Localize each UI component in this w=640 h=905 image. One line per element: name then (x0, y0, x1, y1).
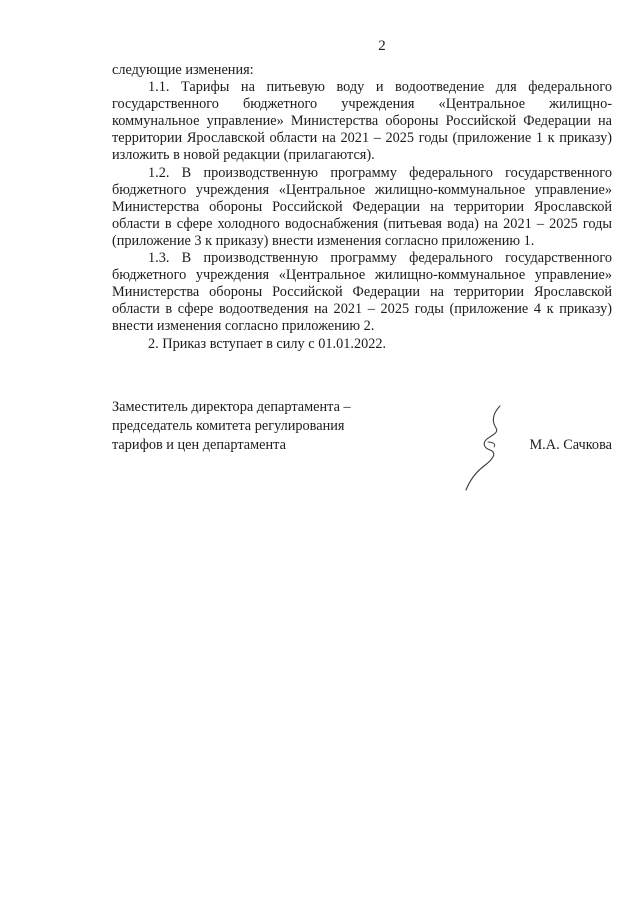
paragraph-intro: следующие изменения: (112, 62, 254, 78)
paragraph-2: 2. Приказ вступает в силу с 01.01.2022. (148, 335, 387, 352)
paragraph-1-2: 1.2. В производственную программу федерального государственного бюджетного учреждения «Центральное жилищно-коммунальное управление» Министерства обороны Российской Федерации на территории Ярославской области в сфере холодного водоснабжения (питьевая вода) на 2021 – 2025 годы (приложение 3 к приказу) внести изменения согласно приложению 1. (112, 164, 612, 249)
page-number: 2 (378, 38, 386, 54)
signature-block (112, 398, 612, 498)
signer-title-line: Заместитель директора департамента – (112, 399, 351, 415)
signer-title (112, 398, 351, 455)
signer-name: М.А. Сачкова (529, 437, 612, 453)
document-body (112, 62, 612, 353)
signer-title-line: председатель комитета регулирования (112, 418, 345, 434)
paragraph-1-1: 1.1. Тарифы на питьевую воду и водоотведение для федерального государственного бюджетного учреждения «Центральное жилищно-коммунальное управление» Министерства обороны Российской Федерации на территории Ярославской области на 2021 – 2025 годы (приложение 1 к приказу) изложить в новой редакции (прилагаются). (112, 79, 612, 164)
paragraph-1-3: 1.3. В производственную программу федерального государственного бюджетного учреждения «Центральное жилищно-коммунальное управление» Министерства обороны Российской Федерации на территории Ярославской области в сфере водоотведения на 2021 – 2025 годы (приложение 4 к приказу) внести изменения согласно приложению 2. (112, 250, 612, 335)
signer-title-line: тарифов и цен департамента (112, 437, 286, 453)
handwritten-signature (462, 402, 522, 494)
